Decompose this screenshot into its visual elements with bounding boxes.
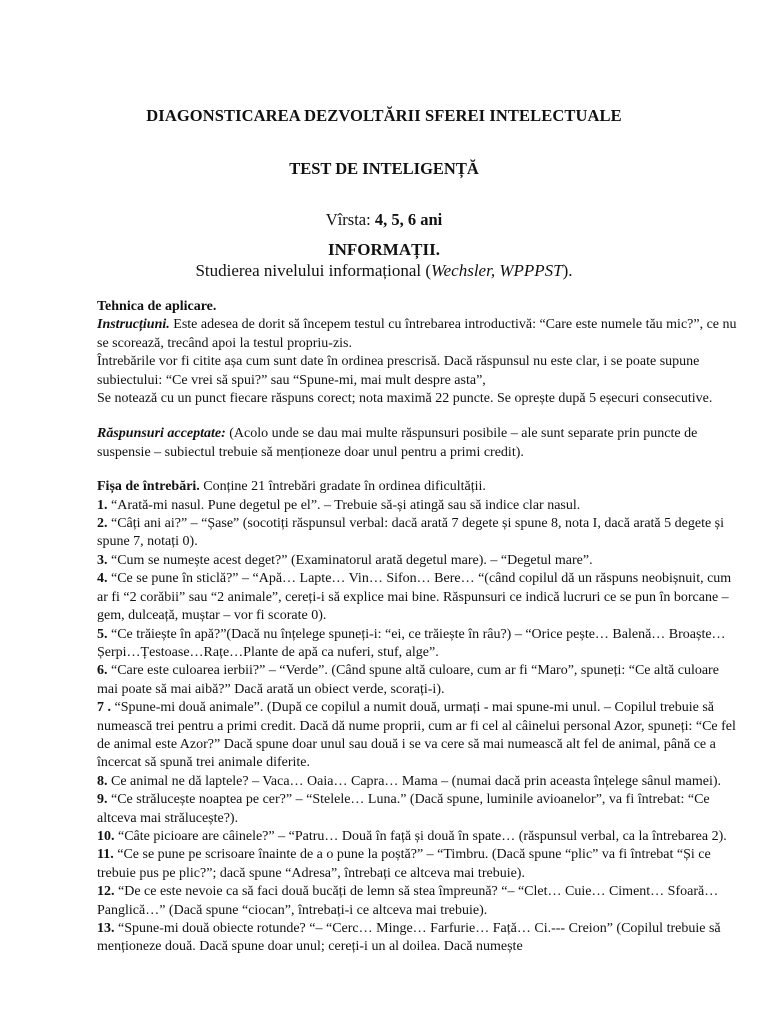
question-sheet-text: Conține 21 întrebări gradate în ordinea dificultății. <box>199 479 486 495</box>
instructions-text: Este adesea de dorit să începem testul cu întrebarea introductivă: “Care este numele tău mic?”, ce nu se scorează, trecând apoi la testul propriu-zis. <box>97 317 737 351</box>
question-sheet-label: Fișa de întrebări. <box>97 479 200 495</box>
accepted-answers-label: Răspunsuri acceptate: <box>97 426 226 442</box>
study-end: ). <box>562 261 573 280</box>
question-item: 11. “Ce se pune pe scrisoare înainte de a o pune la poștă?” – “Timbru. (Dacă spune “plic” va fi întrebat “Și ce trebuie pus pe plic?”; dacă spune “Adresa”, întrebați ce altceva mai trebuie). <box>97 847 711 881</box>
test-title: TEST DE INTELIGENȚĂ <box>289 159 479 178</box>
technique-paragraph-3: Se notează cu un punct fiecare răspuns corect; nota maximă 22 puncte. Se oprește după 5 eșecuri consecutive. <box>97 391 713 407</box>
study-text: Studierea nivelului informațional ( <box>195 261 432 280</box>
document-body <box>97 298 739 957</box>
accepted-answers-paragraph <box>97 425 739 462</box>
study-line <box>0 261 768 281</box>
question-item: 6. “Care este culoarea ierbii?” – “Verde”. (Când spune altă culoare, cum ar fi “Maro”, spuneți: “Ce altă culoare mai poate să mai aibă?” Dacă arată un obiect verde, scorați-i). <box>97 663 719 697</box>
age-label: Vîrsta: <box>325 210 371 229</box>
question-item: 5. “Ce trăiește în apă?”(Dacă nu înțelege spuneți-i: “ei, ce trăiește în râu?) – “Orice pește… Balenă… Broaște… Șerpi…Țestoase…Rațe…Plante de apă ca nuferi, stuf, alge”. <box>97 626 726 660</box>
study-reference: Wechsler, WPPPST <box>431 261 563 280</box>
question-item: 9. “Ce strălucește noaptea pe cer?” – “Stelele… Luna.” (Dacă spune, luminile avioanelor”, va fi întrebat: “Ce altceva mai strălucește?). <box>97 792 710 826</box>
age-line <box>0 210 768 230</box>
age-value: 4, 5, 6 ani <box>374 210 443 229</box>
instructions-label: Instrucțiuni. <box>97 317 170 333</box>
question-sheet-intro <box>97 478 739 496</box>
question-item: 8. Ce animal ne dă laptele? – Vaca… Oaia… Capra… Mama – (numai dacă prin aceasta înțelege sânul mamei). <box>97 773 722 789</box>
accepted-answers-text: (Acolo unde se dau mai multe răspunsuri posibile – ale sunt separate prin puncte de suspensie – subiectul trebuie să menționeze doar unul pentru a primi credit). <box>97 426 698 460</box>
instructions-paragraph <box>97 316 739 353</box>
question-item: 2. “Câți ani ai?” – “Șase” (socotiți răspunsul verbal: dacă arată 7 degete și spune 8, nota I, dacă arată 5 degete și spune 7, notați 0). <box>97 516 725 550</box>
technique-heading: Tehnica de aplicare. <box>97 299 217 314</box>
question-item: 13. “Spune-mi două obiecte rotunde? “– “Cerc… Minge… Farfurie… Față… Ci.--- Creion” (Copilul trebuie să menționeze două. Dacă spune doar unul; cereți-i un al doilea. Dacă numește <box>97 921 721 955</box>
question-item: 12. “De ce este nevoie ca să faci două bucăți de lemn să stea împreună? “– “Clet… Cuie… Ciment… Sfoară… Panglică…” (Dacă spune “ciocan”, întrebați-i ce altceva mai trebuie). <box>97 884 719 918</box>
document-title: DIAGONSTICAREA DEZVOLTĂRII SFEREI INTELECTUALE <box>146 106 622 125</box>
question-item: 3. “Cum se numește acest deget?” (Examinatorul arată degetul mare). – “Degetul mare”. <box>97 552 593 568</box>
question-item: 10. “Câte picioare are câinele?” – “Patru… Două în față și două în spate… (răspunsul verbal, ca la întrebarea 2). <box>97 828 727 844</box>
question-list <box>97 497 739 957</box>
question-item: 4. “Ce se pune în sticlă?” – “Apă… Lapte… Vin… Sifon… Bere… “(când copilul dă un răspuns neobișnuit, cum ar fi “2 corăbii” sau “2 animale”, cereți-i să explice mai bine. Răspunsuri ce indică lucruri ce se pun în borcane – gem, dulceață, muștar – vor fi scorate 0). <box>97 571 732 624</box>
question-item: 7 . “Spune-mi două animale”. (După ce copilul a numit două, urmați - mai spune-mi unul. – Copilul trebuie să numească trei pentru a primi credit. Dacă dă nume proprii, cum ar fi cel al câinelui personal Azor, spuneți: “Ce fel de animal este Azor?” Dacă spune doar unul sau două i se va cere să mai numească alt fel de animal, până ce a încercat să spună trei animale diferite. <box>97 700 736 771</box>
technique-paragraph-2: Întrebările vor fi citite așa cum sunt date în ordinea prescrisă. Dacă răspunsul nu este clar, i se poate supune subiectului: “Ce vrei să spui?” sau “Spune-mi, mai mult despre asta”, <box>97 354 700 388</box>
section-title: INFORMAȚII. <box>328 240 440 259</box>
question-item: 1. “Arată-mi nasul. Pune degetul pe el”. – Trebuie să-și atingă sau să indice clar nasul. <box>97 497 581 513</box>
